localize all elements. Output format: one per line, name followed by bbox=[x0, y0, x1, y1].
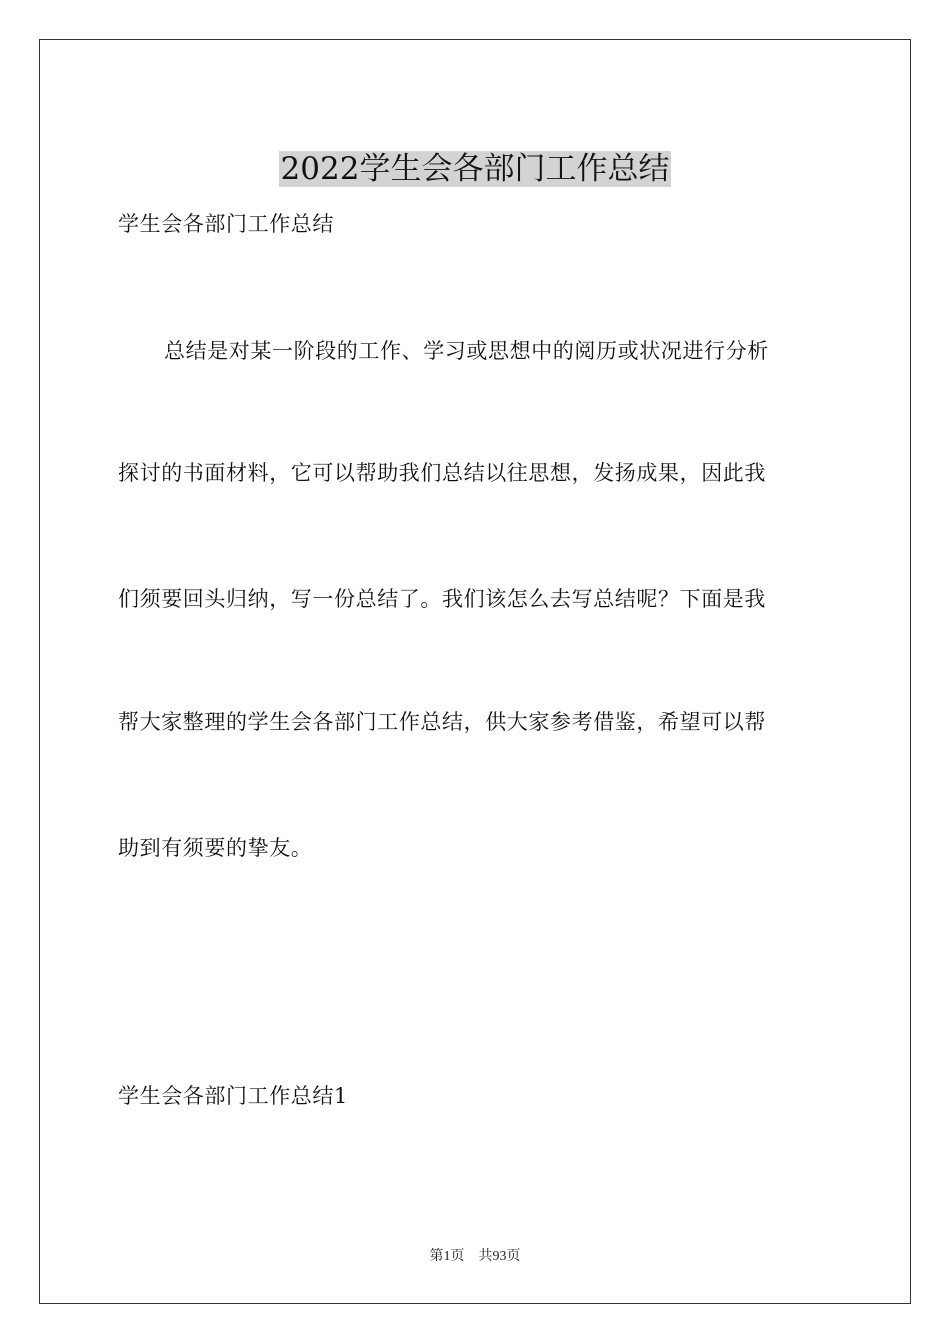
document-subtitle: 学生会各部门工作总结 bbox=[118, 212, 334, 236]
paragraph-line: 们须要回头归纳，写一份总结了。我们该怎么去写总结呢？下面是我 bbox=[118, 587, 766, 611]
paragraph-line: 帮大家整理的学生会各部门工作总结，供大家参考借鉴，希望可以帮 bbox=[118, 710, 766, 734]
title-highlight: 2022学生会各部门工作总结 bbox=[280, 150, 670, 187]
document-title bbox=[0, 147, 950, 191]
paragraph-line: 总结是对某一阶段的工作、学习或思想中的阅历或状况进行分析 bbox=[164, 339, 769, 363]
paragraph-line: 助到有须要的挚友。 bbox=[118, 836, 313, 860]
section-heading: 学生会各部门工作总结1 bbox=[118, 1084, 348, 1108]
page-footer bbox=[0, 1247, 950, 1267]
total-pages: 共93页 bbox=[478, 1249, 521, 1264]
page-number: 第1页 bbox=[429, 1249, 465, 1264]
paragraph-line: 探讨的书面材料，它可以帮助我们总结以往思想，发扬成果，因此我 bbox=[118, 461, 766, 485]
